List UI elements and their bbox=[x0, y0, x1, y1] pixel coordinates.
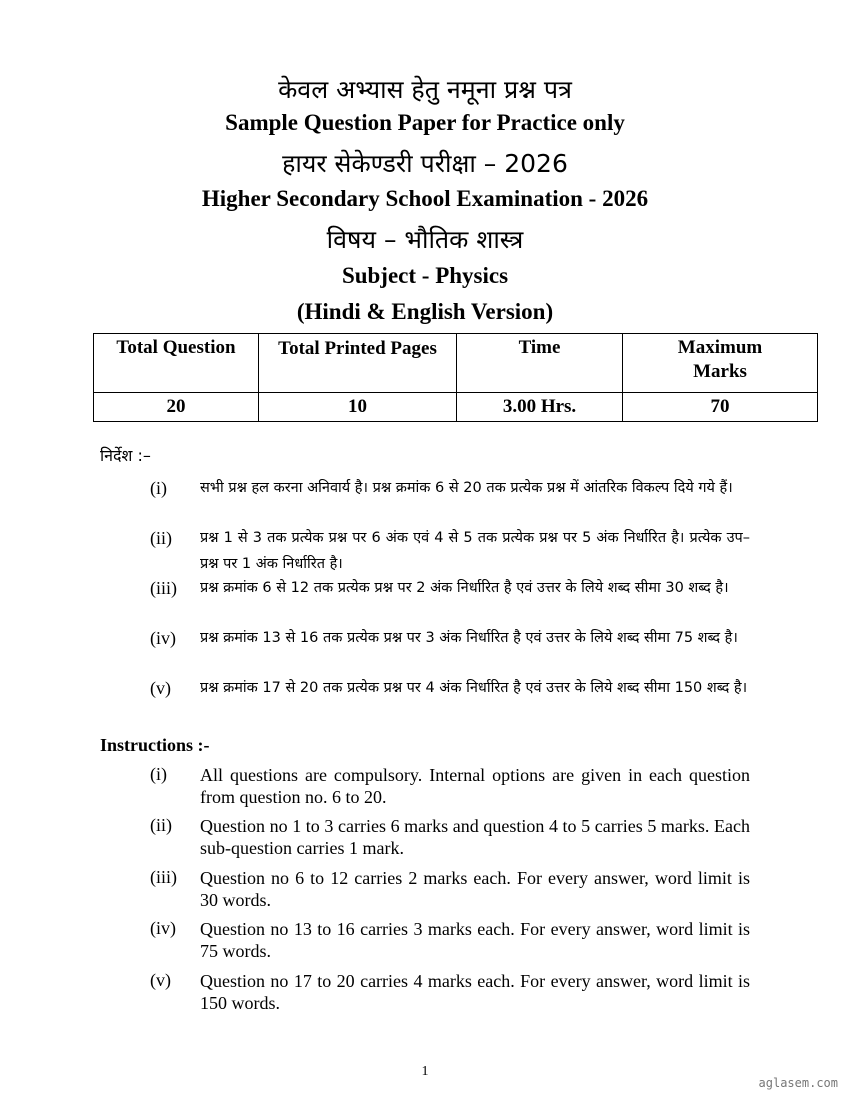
item-number: (iii) bbox=[150, 578, 177, 598]
item-number: (iv) bbox=[150, 628, 176, 648]
english-exam-title: Higher Secondary School Examination - 2026 bbox=[201, 186, 649, 211]
page-number: 1 bbox=[421, 1064, 429, 1079]
item-number: (v) bbox=[150, 970, 171, 990]
item-number: (ii) bbox=[150, 815, 172, 835]
table-value-row bbox=[94, 393, 818, 422]
source-watermark: aglasem.com bbox=[758, 1076, 838, 1090]
item-text: प्रश्न क्रमांक 6 से 12 तक प्रत्येक प्रश्न पर 2 अंक निर्धारित है एवं उत्तर के लिये शब्द सीमा 30 शब्द है। bbox=[200, 580, 729, 596]
version-title: (Hindi & English Version) bbox=[296, 299, 554, 324]
header-total-printed-pages: Total Printed Pages bbox=[259, 334, 457, 393]
item-number: (iii) bbox=[150, 867, 177, 887]
item-text: सभी प्रश्न हल करना अनिवार्य है। प्रश्न क्रमांक 6 से 20 तक प्रत्येक प्रश्न में आंतरिक विकल्प दिये गये हैं। bbox=[200, 480, 733, 496]
value-total-printed-pages: 10 bbox=[259, 393, 457, 422]
item-text: Question no 6 to 12 carries 2 marks each. For every answer, word limit is 30 words. bbox=[200, 868, 750, 910]
item-number: (i) bbox=[150, 764, 167, 784]
hindi-paper-title: केवल अभ्यास हेतु नमूना प्रश्न पत्र bbox=[278, 75, 572, 104]
item-text: Question no 13 to 16 carries 3 marks each. For every answer, word limit is 75 words. bbox=[200, 919, 750, 961]
header-time: Time bbox=[457, 334, 623, 393]
item-number: (i) bbox=[150, 478, 167, 498]
item-text: Question no 1 to 3 carries 6 marks and question 4 to 5 carries 5 marks. Each sub-question carries 1 mark. bbox=[200, 816, 750, 858]
value-total-question: 20 bbox=[94, 393, 259, 422]
item-text: प्रश्न 1 से 3 तक प्रत्येक प्रश्न पर 6 अंक एवं 4 से 5 तक प्रत्येक प्रश्न पर 5 अंक निर्धारित है। प्रत्येक उप–प्रश्न पर 1 अंक निर्धारित है। bbox=[200, 530, 750, 572]
exam-info-table bbox=[93, 333, 818, 422]
value-time: 3.00 Hrs. bbox=[457, 393, 623, 422]
header-total-question: Total Question bbox=[94, 334, 259, 393]
header-maximum-marks: Maximum Marks bbox=[623, 334, 818, 393]
item-number: (v) bbox=[150, 678, 171, 698]
item-text: Question no 17 to 20 carries 4 marks each. For every answer, word limit is 150 words. bbox=[200, 971, 750, 1013]
item-number: (iv) bbox=[150, 918, 176, 938]
table-header-row bbox=[94, 334, 818, 393]
hindi-exam-title: हायर सेकेण्डरी परीक्षा – 2026 bbox=[282, 149, 568, 178]
value-maximum-marks: 70 bbox=[623, 393, 818, 422]
english-instructions-label: Instructions :- bbox=[100, 735, 210, 755]
hindi-subject-title: विषय – भौतिक शास्त्र bbox=[326, 225, 524, 254]
english-subject-title: Subject - Physics bbox=[341, 263, 509, 288]
hindi-instructions-label: निर्देश :– bbox=[100, 446, 151, 465]
item-text: All questions are compulsory. Internal options are given in each question from question no. 6 to 20. bbox=[200, 765, 750, 807]
english-paper-title: Sample Question Paper for Practice only bbox=[225, 110, 625, 135]
item-number: (ii) bbox=[150, 528, 172, 548]
item-text: प्रश्न क्रमांक 13 से 16 तक प्रत्येक प्रश्न पर 3 अंक निर्धारित है एवं उत्तर के लिये शब्द सीमा 75 शब्द है। bbox=[200, 630, 738, 646]
item-text: प्रश्न क्रमांक 17 से 20 तक प्रत्येक प्रश्न पर 4 अंक निर्धारित है एवं उत्तर के लिये शब्द सीमा 150 शब्द है। bbox=[200, 680, 748, 696]
